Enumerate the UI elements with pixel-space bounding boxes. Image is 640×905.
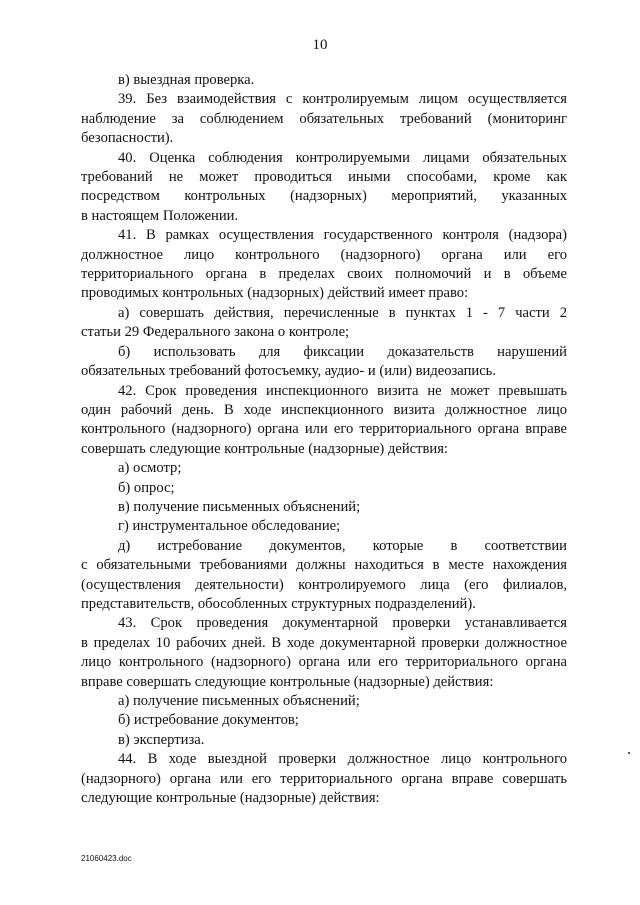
- page-number: 10: [312, 37, 328, 53]
- text-line: следующие контрольные (надзорные) действия:: [81, 790, 380, 807]
- text-line: лицо контрольного (надзорного) органа или его территориального органа: [81, 654, 567, 671]
- text-line: б) использовать для фиксации доказательств нарушений: [118, 343, 567, 360]
- text-line: посредством контрольных (надзорных) мероприятий, указанных: [81, 188, 567, 205]
- text-line: а) осмотр;: [118, 460, 182, 477]
- text-line: наблюдение за соблюдением обязательных требований (мониторинг: [81, 110, 567, 127]
- text-line: в) получение письменных объяснений;: [118, 498, 361, 515]
- text-line: вправе совершать следующие контрольные (надзорные) действия:: [81, 673, 494, 690]
- text-line: совершать следующие контрольные (надзорные) действия:: [81, 440, 448, 457]
- text-line: представительств, обособленных структурных подразделений).: [81, 595, 476, 612]
- text-line: один рабочий день. В ходе инспекционного визита должностное лицо: [81, 401, 567, 418]
- text-line: в пределах 10 рабочих дней. В ходе документарной проверки должностное: [81, 634, 567, 651]
- text-line: д) истребование документов, которые в соответствии: [118, 537, 567, 554]
- text-line: контрольного (надзорного) органа или его территориального органа вправе: [81, 421, 567, 438]
- file-name-footer: 21060423.doc: [81, 854, 132, 863]
- text-line: 44. В ходе выездной проверки должностное лицо контрольного: [118, 751, 567, 768]
- text-line: 40. Оценка соблюдения контролируемыми лицами обязательных: [118, 149, 567, 166]
- text-line: с обязательными требованиями должны находиться в месте нахождения: [81, 557, 567, 574]
- scan-mark: [628, 752, 630, 754]
- text-line: статьи 29 Федерального закона о контроле;: [81, 324, 350, 341]
- text-line: в) экспертиза.: [118, 731, 205, 748]
- text-line: в настоящем Положении.: [81, 207, 239, 224]
- text-line: 42. Срок проведения инспекционного визита не может превышать: [118, 382, 567, 399]
- text-line: требований не может проводиться иными способами, кроме как: [81, 169, 567, 186]
- text-line: в) выездная проверка.: [118, 72, 255, 88]
- text-line: (надзорного) органа или его территориального органа вправе совершать: [81, 770, 567, 787]
- text-line: 43. Срок проведения документарной проверки устанавливается: [118, 615, 567, 632]
- text-line: (осуществления деятельности) контролируемого лица (его филиалов,: [81, 576, 567, 593]
- document-body: [81, 71, 567, 808]
- text-line: а) совершать действия, перечисленные в пунктах 1 - 7 части 2: [118, 304, 567, 321]
- text-line: б) истребование документов;: [118, 712, 299, 729]
- text-line: а) получение письменных объяснений;: [118, 693, 360, 709]
- text-line: обязательных требований фотосъемку, аудио- и (или) видеозапись.: [81, 363, 496, 380]
- text-line: г) инструментальное обследование;: [118, 518, 341, 535]
- text-line: должностное лицо контрольного (надзорного) органа или его: [81, 246, 567, 263]
- text-line: территориального органа в пределах своих полномочий и в объеме: [81, 266, 567, 283]
- text-line: 39. Без взаимодействия с контролируемым лицом осуществляется: [118, 91, 567, 108]
- text-line: проводимых контрольных (надзорных) действий имеет право:: [81, 285, 469, 302]
- text-line: безопасности).: [81, 130, 174, 147]
- text-line: б) опрос;: [118, 479, 175, 496]
- text-line: 41. В рамках осуществления государственного контроля (надзора): [118, 227, 567, 244]
